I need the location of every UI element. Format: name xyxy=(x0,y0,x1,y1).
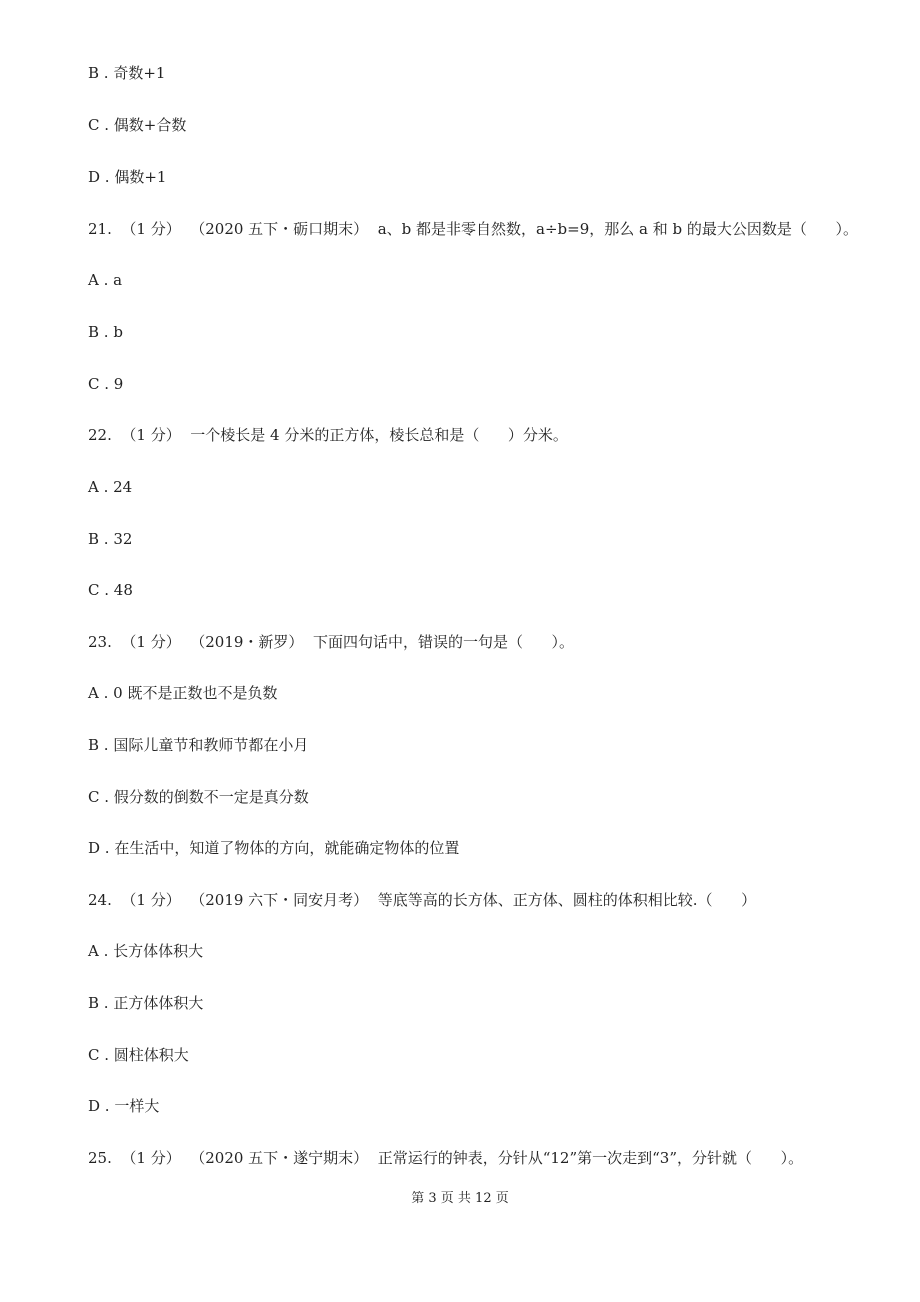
question-21: 21. （1 分） （2020 五下・砺口期末） a、b 都是非零自然数，a÷b=9，那么 a 和 b 的最大公因数是（ ）。 xyxy=(88,220,858,238)
option-d-q23: D . 在生活中，知道了物体的方向，就能确定物体的位置 xyxy=(88,839,460,857)
option-a-q23: A . 0 既不是正数也不是负数 xyxy=(88,684,278,702)
option-d-q24: D . 一样大 xyxy=(88,1097,160,1115)
page-footer: 第 3 页 共 12 页 xyxy=(411,1191,509,1206)
option-b-q20: B . 奇数+1 xyxy=(88,64,166,82)
question-25: 25. （1 分） （2020 五下・遂宁期末） 正常运行的钟表，分针从“12”第一次走到“3”，分针就（ ）。 xyxy=(88,1149,804,1167)
option-b-q23: B . 国际儿童节和教师节都在小月 xyxy=(88,736,309,754)
option-a-q24: A . 长方体体积大 xyxy=(88,942,204,960)
option-b-q21: B . b xyxy=(88,323,123,341)
option-a-q22: A . 24 xyxy=(88,478,133,496)
question-22: 22. （1 分） 一个棱长是 4 分米的正方体，棱长总和是（ ）分米。 xyxy=(88,426,568,444)
option-b-q22: B . 32 xyxy=(88,530,133,548)
option-c-q21: C . 9 xyxy=(88,375,124,393)
question-23: 23. （1 分） （2019・新罗） 下面四句话中，错误的一句是（ ）。 xyxy=(88,633,575,651)
option-b-q24: B . 正方体体积大 xyxy=(88,994,204,1012)
option-c-q23: C . 假分数的倒数不一定是真分数 xyxy=(88,788,309,806)
question-24: 24. （1 分） （2019 六下・同安月考） 等底等高的长方体、正方体、圆柱的体积相比较.（ ） xyxy=(88,891,757,909)
option-c-q22: C . 48 xyxy=(88,581,133,599)
option-c-q20: C . 偶数+合数 xyxy=(88,116,187,134)
option-a-q21: A . a xyxy=(88,271,123,289)
option-d-q20: D . 偶数+1 xyxy=(88,168,167,186)
option-c-q24: C . 圆柱体积大 xyxy=(88,1046,189,1064)
